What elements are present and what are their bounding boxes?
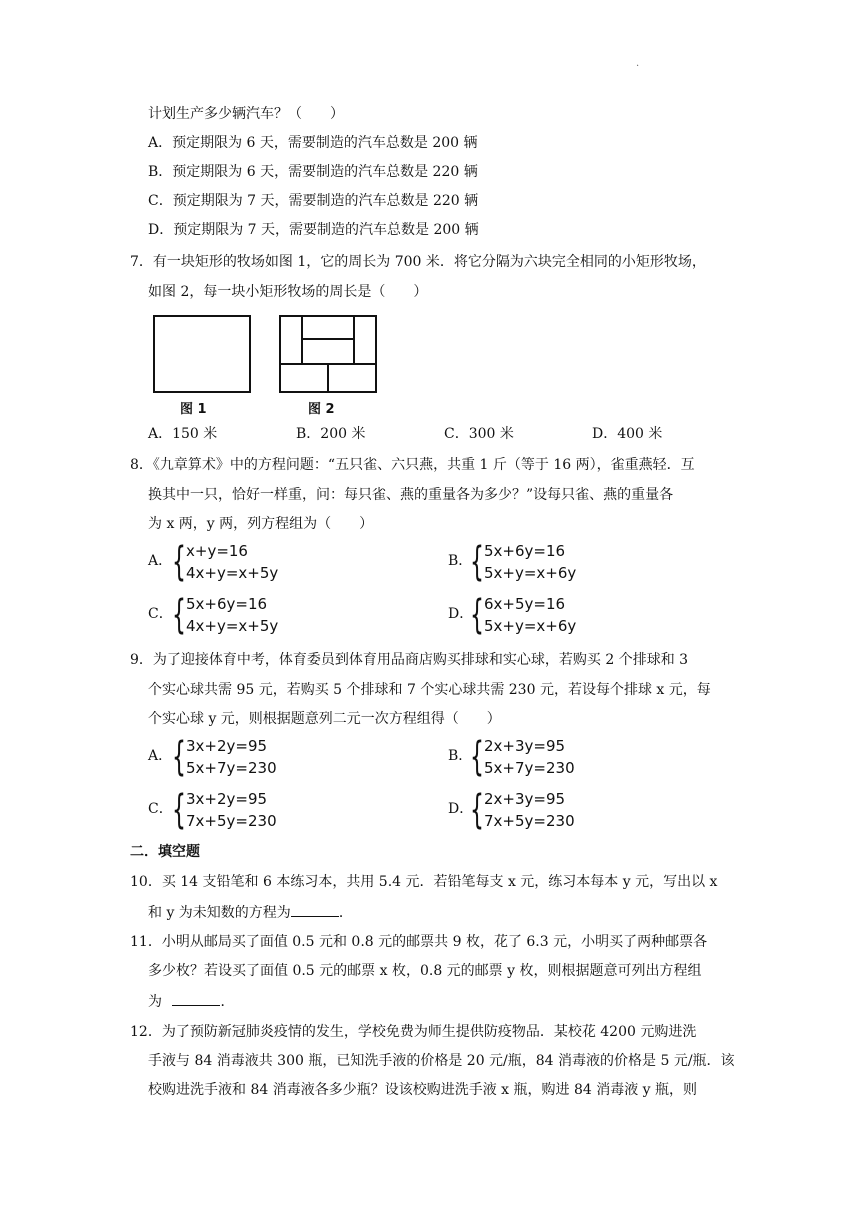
q7-line1: 7．有一块矩形的牧场如图 1，它的周长为 700 米．将它分隔为六块完全相同的小矩形牧场， [130,254,706,270]
q6-option-a: A．预定期限为 6 天，需要制造的汽车总数是 200 辆 [148,135,478,151]
equation: 6x+5y=16 [484,595,566,613]
q6-option-b: B．预定期限为 6 天，需要制造的汽车总数是 220 辆 [148,164,478,180]
figure-1-label: 图 1 [180,402,207,417]
q9-option-c-letter: C． [148,801,173,817]
equation: 5x+6y=16 [484,542,566,560]
page-marker: . [636,58,640,69]
equation: 5x+6y=16 [186,595,268,613]
q11-line2: 多少枚？若设买了面值 0.5 元的邮票 x 枚，0.8 元的邮票 y 枚，则根据题意可列出方程组 [148,963,702,979]
q11-line3-text: 为 [148,994,167,1010]
equation: 3x+2y=95 [186,790,268,808]
equation: 4x+y=x+5y [186,617,279,635]
q10-line2 [148,902,353,923]
figure-2-label: 图 2 [308,402,335,417]
q10-line2-text: 和 y 为未知数的方程为 [148,905,291,921]
q12-line1: 12．为了预防新冠肺炎疫情的发生，学校免费为师生提供防疫物品．某校花 4200 元购进洗 [130,1024,697,1040]
equation: 7x+5y=230 [186,812,277,830]
q6-option-d: D．预定期限为 7 天，需要制造的汽车总数是 200 辆 [148,222,479,238]
answer-blank[interactable] [291,902,339,917]
equation: 5x+7y=230 [484,759,575,777]
brace-icon: { [470,592,484,638]
figure-2-divided-rectangle [280,316,376,392]
q11-line3-end: ． [220,994,235,1010]
equation: 5x+7y=230 [186,759,277,777]
q11-line1: 11．小明从邮局买了面值 0.5 元和 0.8 元的邮票共 9 枚，花了 6.3 元，小明买了两种邮票各 [130,934,708,950]
equation: x+y=16 [186,542,248,560]
q10-line1: 10．买 14 支铅笔和 6 本练习本，共用 5.4 元．若铅笔每支 x 元，练习本每本 y 元，写出以 x [130,874,718,890]
q9-option-b-letter: B． [448,748,473,764]
brace-icon: { [172,539,186,585]
q8-option-d-letter: D． [448,606,474,622]
section-title: 二．填空题 [130,844,200,860]
q6-option-c: C．预定期限为 7 天，需要制造的汽车总数是 220 辆 [148,193,479,209]
q7-option-b: B．200 米 [296,426,366,442]
equation: 3x+2y=95 [186,737,268,755]
q9-option-a-letter: A． [148,748,173,764]
brace-icon: { [470,539,484,585]
equation: 4x+y=x+5y [186,564,279,582]
pasture-figures [150,312,382,396]
q8-line3: 为 x 两，y 两，列方程组为（ ） [148,516,374,532]
equation: 2x+3y=95 [484,737,566,755]
equation: 2x+3y=95 [484,790,566,808]
brace-icon: { [172,734,186,780]
q9-option-d-letter: D． [448,801,474,817]
q8-line2: 换其中一只，恰好一样重，问：每只雀、燕的重量各为多少？”设每只雀、燕的重量各 [148,487,674,503]
q10-line2-end: ． [338,905,353,921]
q8-line1: 8．《九章算术》中的方程问题：“五只雀、六只燕，共重 1 斤（等于 16 两），雀重燕轻．互 [130,457,695,473]
figure-1-rectangle [154,316,250,392]
q7-option-c: C．300 米 [444,426,514,442]
q9-line2: 个实心球共需 95 元，若购买 5 个排球和 7 个实心球共需 230 元，若设每个排球 x 元，每 [148,682,711,698]
q12-line2: 手液与 84 消毒液共 300 瓶，已知洗手液的价格是 20 元/瓶，84 消毒液的价格是 5 元/瓶．该 [148,1053,735,1069]
brace-icon: { [172,592,186,638]
brace-icon: { [470,734,484,780]
q8-option-c-letter: C． [148,606,173,622]
q9-line1: 9．为了迎接体育中考，体育委员到体育用品商店购买排球和实心球，若购买 2 个排球和 3 [130,652,689,668]
brace-icon: { [172,787,186,833]
equation: 5x+y=x+6y [484,564,577,582]
q8-option-a-letter: A． [148,553,173,569]
q6-stem-tail: 计划生产多少辆汽车？（ ） [148,106,344,122]
q7-line2: 如图 2，每一块小矩形牧场的周长是（ ） [148,284,428,300]
equation: 7x+5y=230 [484,812,575,830]
q9-line3: 个实心球 y 元，则根据题意列二元一次方程组得（ ） [148,711,501,727]
equation: 5x+y=x+6y [484,617,577,635]
q7-option-d: D．400 米 [592,426,663,442]
q7-option-a: A．150 米 [148,426,218,442]
brace-icon: { [470,787,484,833]
q11-line3 [148,991,234,1012]
answer-blank[interactable] [172,991,220,1006]
q8-option-b-letter: B． [448,553,473,569]
q12-line3: 校购进洗手液和 84 消毒液各多少瓶？设该校购进洗手液 x 瓶，购进 84 消毒液 y 瓶，则 [148,1082,698,1098]
